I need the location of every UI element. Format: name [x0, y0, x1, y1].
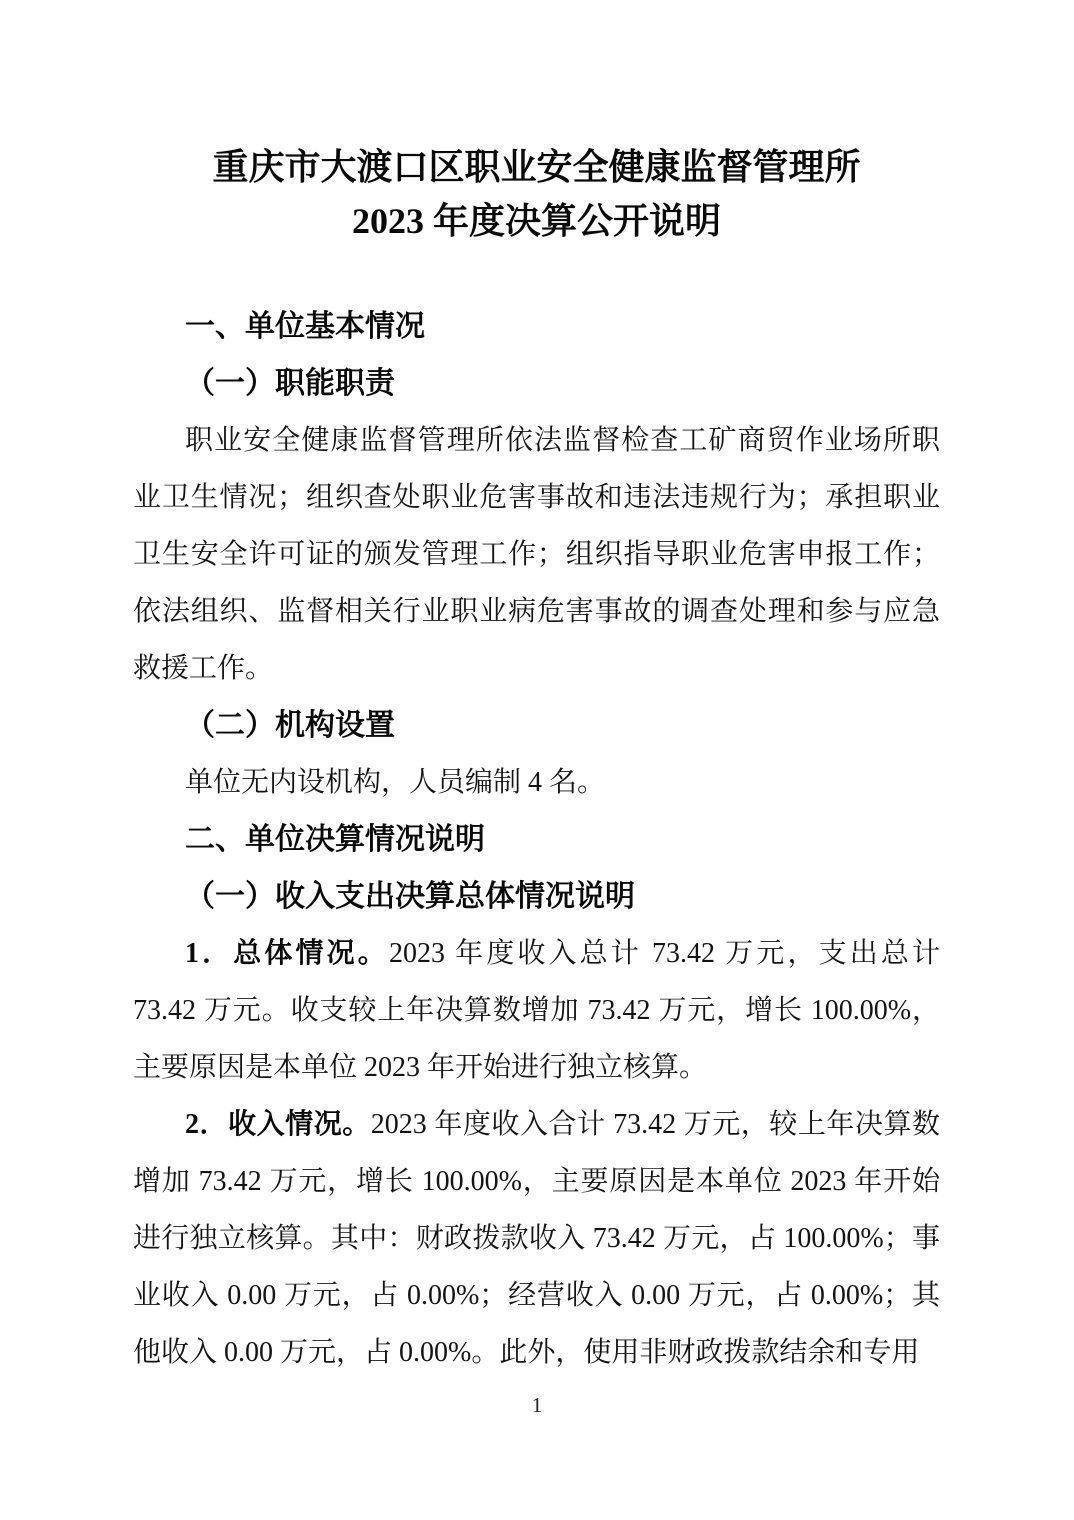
subsection-heading-organization-setup: （二）机构设置: [185, 709, 395, 742]
paragraph-income-situation: [133, 1096, 940, 1381]
subsection-heading-income-expenditure-overview: （一）收入支出决算总体情况说明: [185, 880, 635, 913]
paragraph-income-situation-text: 2023 年度收入合计 73.42 万元，较上年决算数增加 73.42 万元，增长 100.00%，主要原因是本单位 2023 年开始进行独立核算。其中：财政拨款收入 73.42 万元，占 100.00%；事业收入 0.00 万元，占 0.00%；经营收入 0.00 万元，占 0.00%；其他收入 0.00 万元，占 0.00%。此外，使用非财政拨款结余和专用: [133, 1109, 940, 1368]
paragraph-overall-situation-lead: 1．总体情况。: [185, 938, 389, 969]
page-number: 1: [531, 1393, 543, 1417]
paragraph-overall-situation: [133, 925, 940, 1096]
section-heading-unit-basic-info: 一、单位基本情况: [185, 310, 425, 343]
subsection-heading-functions-duties: （一）职能职责: [185, 367, 395, 400]
paragraph-functions-duties: 职业安全健康监督管理所依法监督检查工矿商贸作业场所职业卫生情况；组织查处职业危害事故和违法违规行为；承担职业卫生安全许可证的颁发管理工作；组织指导职业危害申报工作；依法组织、监督相关行业职业病危害事故的调查处理和参与应急救援工作。: [133, 425, 940, 684]
paragraph-organization-setup: 单位无内设机构，人员编制 4 名。: [185, 767, 606, 798]
document-title-line-2: 2023 年度决算公开说明: [351, 201, 721, 241]
document-title: [133, 140, 940, 248]
paragraph-income-situation-lead: 2．收入情况。: [185, 1109, 371, 1140]
section-heading-final-accounts: 二、单位决算情况说明: [185, 823, 485, 856]
paragraph-overall-situation-text: 2023 年度收入总计 73.42 万元，支出总计 73.42 万元。收支较上年决算数增加 73.42 万元，增长 100.00%，主要原因是本单位 2023 年开始进行独立核算。: [133, 938, 940, 1083]
document-title-line-1: 重庆市大渡口区职业安全健康监督管理所: [212, 147, 861, 187]
